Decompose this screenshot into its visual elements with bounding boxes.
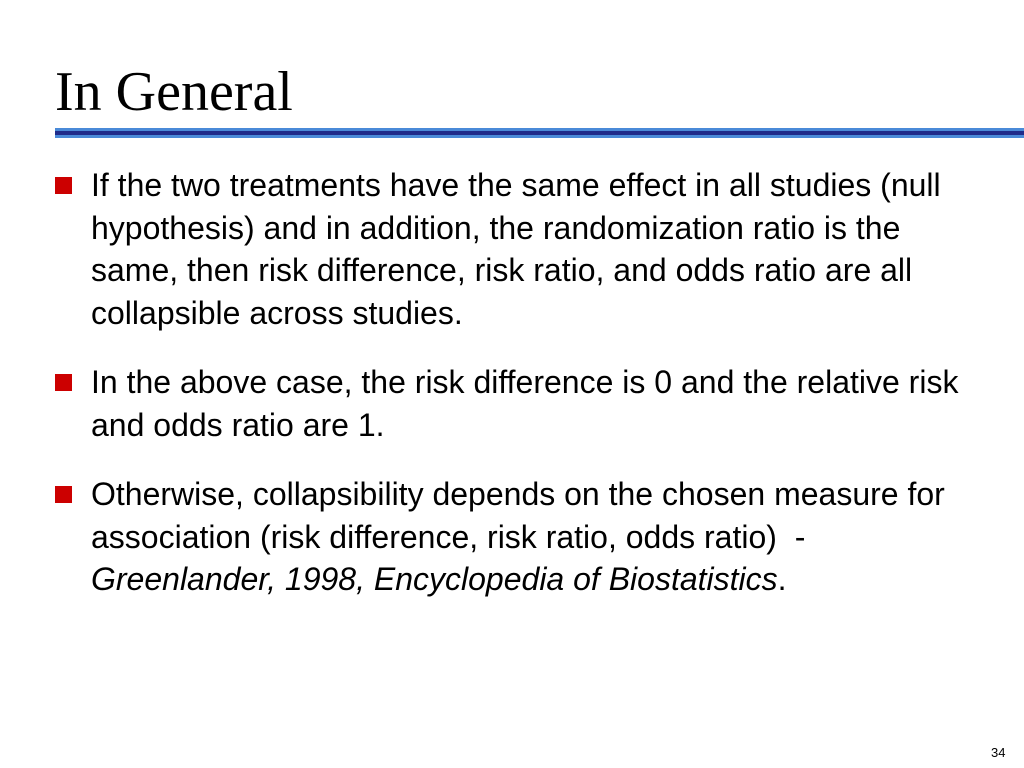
square-bullet-icon (55, 177, 72, 194)
square-bullet-icon (55, 486, 72, 503)
square-bullet-icon (55, 374, 72, 391)
page-number: 34 (991, 745, 1006, 760)
bullet-item (55, 164, 965, 334)
bullet-text: Otherwise, collapsibility depends on the chosen measure for association (risk difference, risk ratio, odds ratio) - (91, 476, 954, 555)
title-underline (55, 128, 1024, 138)
bullet-text: In the above case, the risk difference is 0 and the relative risk and odds ratio are 1. (91, 364, 959, 443)
bullet-item (55, 473, 965, 601)
slide-title: In General (55, 61, 293, 123)
bullet-list (55, 164, 965, 628)
bullet-item (55, 361, 965, 446)
citation: Greenlander, 1998, Encyclopedia of Biostatistics (91, 561, 778, 597)
bullet-text: If the two treatments have the same effect in all studies (null hypothesis) and in addition, the randomization ratio is the same, then risk difference, risk ratio, and odds ratio are all collapsible across studies. (91, 167, 941, 331)
citation-suffix: . (777, 561, 787, 597)
